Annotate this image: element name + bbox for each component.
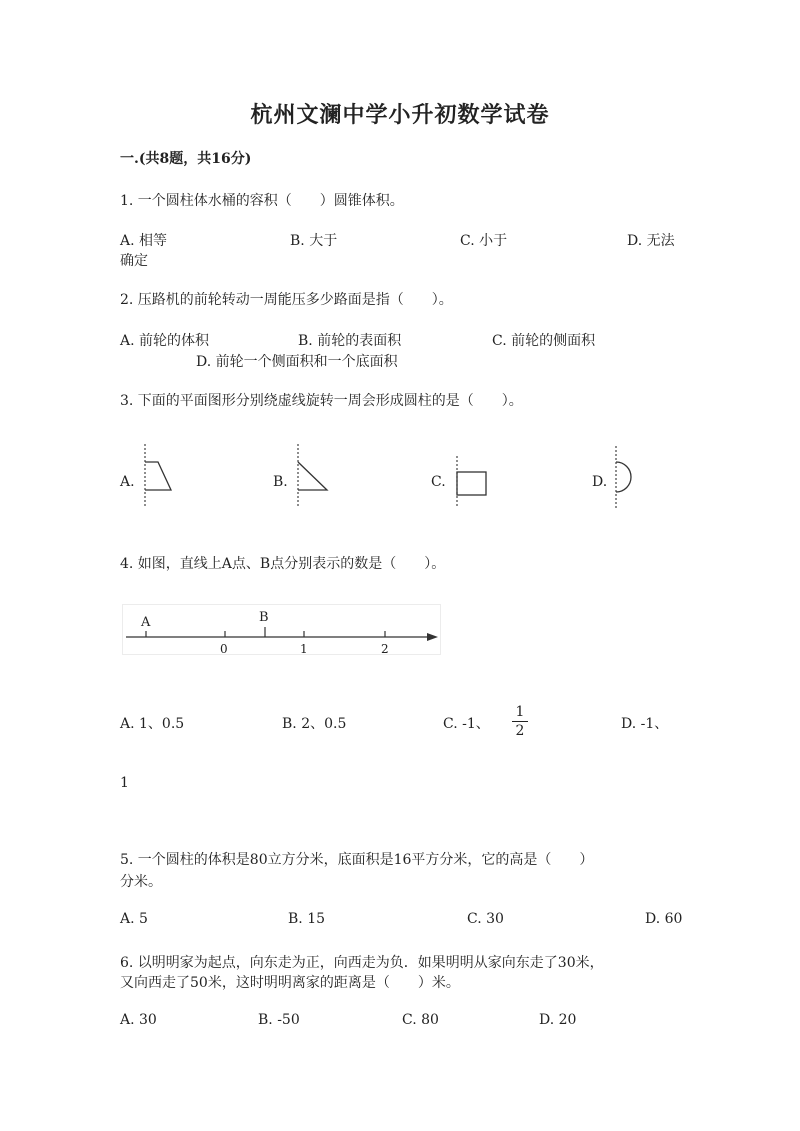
question-5-option-a[interactable]: A. 5	[120, 911, 148, 927]
number-line-tick-0: 0	[220, 642, 228, 656]
question-4-option-a[interactable]: A. 1、0.5	[120, 716, 185, 732]
question-5-stem-line-2: 分米。	[120, 874, 162, 890]
question-5-option-b[interactable]: B. 15	[288, 911, 326, 927]
section-header: 一.(共8题，共16分)	[120, 151, 252, 167]
triangle-figure	[292, 444, 336, 508]
number-line-label-b: B	[259, 610, 269, 625]
question-1-option-a[interactable]: A. 相等	[120, 233, 168, 249]
question-1-option-d-continuation: 确定	[120, 253, 148, 269]
question-4-option-c[interactable]: C. -1、	[443, 716, 490, 732]
question-4-option-b[interactable]: B. 2、0.5	[282, 716, 347, 732]
number-line-label-a: A	[141, 615, 151, 630]
question-5-option-d[interactable]: D. 60	[645, 911, 683, 927]
fraction-numerator: 1	[515, 704, 525, 720]
question-5-option-c[interactable]: C. 30	[467, 911, 504, 927]
question-3-stem: 3. 下面的平面图形分别绕虚线旋转一周会形成圆柱的是（ ）。	[120, 393, 523, 409]
trapezoid-figure	[140, 444, 180, 508]
question-3-option-d[interactable]: D.	[592, 474, 608, 490]
question-6-stem-line-1: 6. 以明明家为起点，向东走为正，向西走为负．如果明明从家向东走了30米，	[120, 955, 604, 971]
question-4-stem: 4. 如图，直线上A点、B点分别表示的数是（ ）。	[120, 556, 446, 572]
question-3-option-b[interactable]: B.	[273, 474, 288, 490]
question-2-option-d[interactable]: D. 前轮一个侧面积和一个底面积	[196, 354, 398, 370]
question-1-option-c[interactable]: C. 小于	[460, 233, 508, 249]
question-2-option-c[interactable]: C. 前轮的侧面积	[492, 333, 596, 349]
question-2-stem: 2. 压路机的前轮转动一周能压多少路面是指（ ）。	[120, 292, 453, 308]
number-line-figure	[122, 604, 442, 656]
number-line-tick-1: 1	[300, 642, 308, 656]
semicircle-figure	[610, 446, 644, 508]
question-3-option-a[interactable]: A.	[120, 474, 135, 490]
question-6-option-d[interactable]: D. 20	[539, 1012, 577, 1028]
question-6-option-c[interactable]: C. 80	[402, 1012, 439, 1028]
question-4-option-d[interactable]: D. -1、	[621, 716, 669, 732]
question-6-option-b[interactable]: B. -50	[258, 1012, 300, 1028]
question-1-option-d[interactable]: D. 无法	[627, 233, 675, 249]
question-6-stem-line-2: 又向西走了50米，这时明明离家的距离是（ ）米。	[120, 975, 460, 991]
question-4-option-d-continuation: 1	[120, 775, 129, 791]
rectangle-figure	[452, 456, 492, 508]
question-2-option-b[interactable]: B. 前轮的表面积	[298, 333, 402, 349]
question-1-option-b[interactable]: B. 大于	[290, 233, 338, 249]
fraction-bar	[512, 721, 528, 722]
question-6-option-a[interactable]: A. 30	[120, 1012, 157, 1028]
number-line-tick-2: 2	[381, 642, 389, 656]
fraction-denominator: 2	[515, 723, 525, 739]
fraction-one-half	[512, 704, 528, 739]
question-5-stem-line-1: 5. 一个圆柱的体积是80立方分米，底面积是16平方分米，它的高是（ ）	[120, 852, 594, 868]
question-2-option-a[interactable]: A. 前轮的体积	[120, 333, 210, 349]
page-title: 杭州文澜中学小升初数学试卷	[250, 102, 550, 128]
question-3-option-c[interactable]: C.	[431, 474, 446, 490]
question-1-stem: 1. 一个圆柱体水桶的容积（ ）圆锥体积。	[120, 193, 404, 209]
